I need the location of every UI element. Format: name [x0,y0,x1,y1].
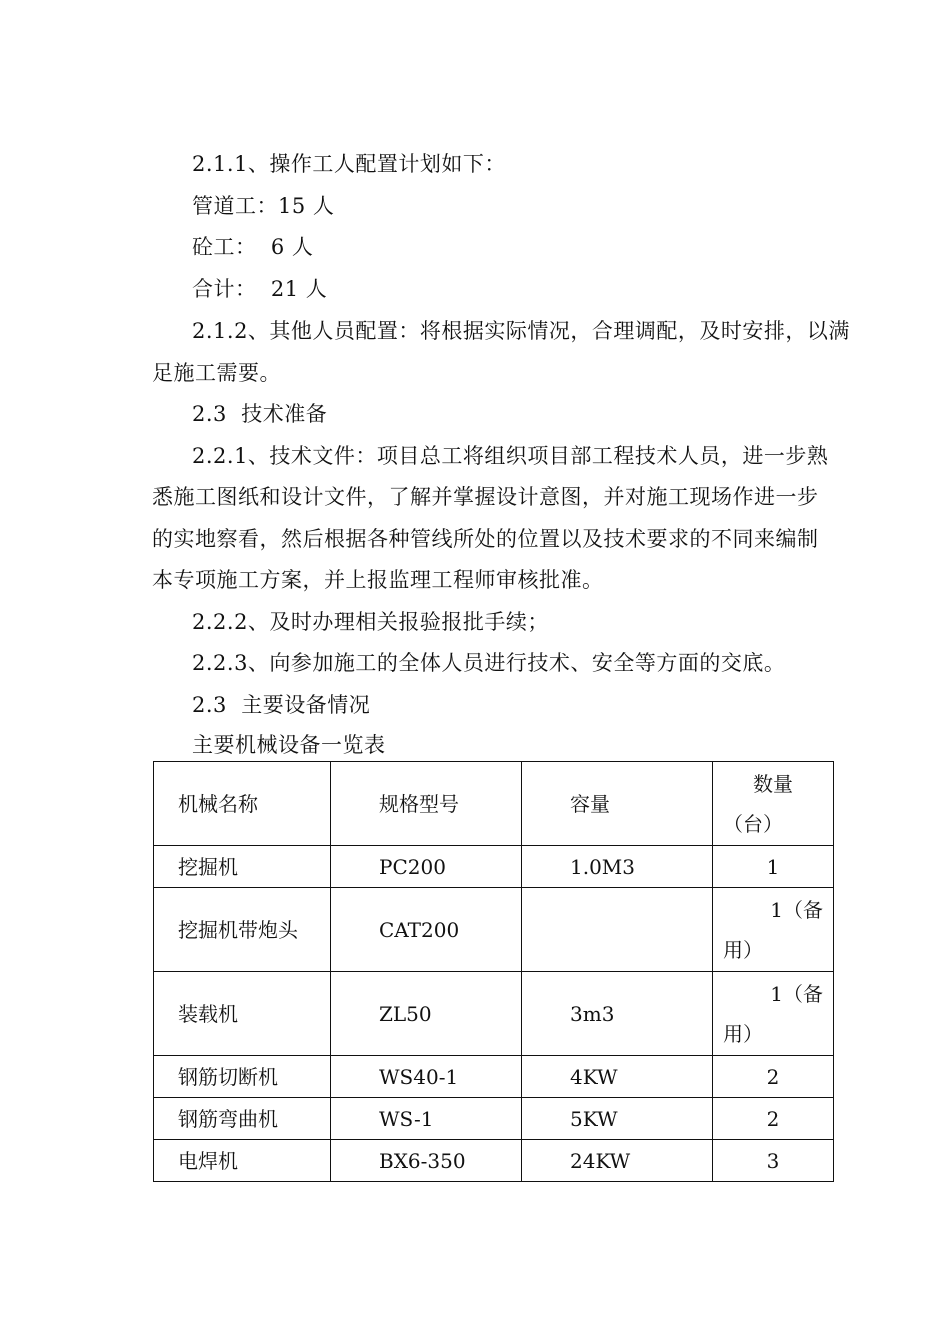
table-caption: 主要机械设备一览表 [192,733,386,757]
cell-qty-line1: 1（备 [770,897,823,922]
cell-model: WS-1 [331,1098,522,1140]
cell-capacity: 1.0M3 [522,846,713,888]
cell-capacity: 24KW [522,1140,713,1182]
table-row [154,1098,834,1140]
paragraph-total: 合计： 21 人 [192,277,328,301]
table-row [154,972,834,1056]
cell-capacity: 5KW [522,1098,713,1140]
cell-name: 装载机 [154,972,331,1056]
header-qty [713,762,834,846]
cell-name: 钢筋弯曲机 [154,1098,331,1140]
paragraph-2-2-1-line3: 的实地察看，然后根据各种管线所处的位置以及技术要求的不同来编制 [152,527,819,551]
heading-tech-prep: 2.3 技术准备 [192,402,328,426]
paragraph-2-1-1: 2.1.1、操作工人配置计划如下： [192,152,506,176]
cell-model: WS40-1 [331,1056,522,1098]
cell-name: 挖掘机带炮头 [154,888,331,972]
paragraph-2-1-2-line1: 2.1.2、其他人员配置：将根据实际情况，合理调配，及时安排，以满 [192,319,850,343]
cell-qty [713,888,834,972]
cell-qty [713,1098,834,1140]
cell-name: 钢筋切断机 [154,1056,331,1098]
header-qty-line1: 数量 [753,771,793,796]
table-row [154,1056,834,1098]
heading-equipment: 2.3 主要设备情况 [192,693,371,717]
paragraph-2-2-1-line1: 2.2.1、技术文件：项目总工将组织项目部工程技术人员，进一步熟 [192,444,829,468]
table-row [154,1140,834,1182]
header-qty-line2: （台） [723,811,783,836]
cell-qty-line2: 用） [723,1021,763,1046]
cell-qty-line1: 1 [766,854,780,879]
cell-model: CAT200 [331,888,522,972]
paragraph-pipe-workers: 管道工：15 人 [192,194,335,218]
cell-name: 电焊机 [154,1140,331,1182]
paragraph-2-1-2-line2: 足施工需要。 [152,361,281,385]
cell-capacity: 3m3 [522,972,713,1056]
cell-qty-line1: 2 [766,1106,780,1131]
header-capacity: 容量 [522,762,713,846]
cell-qty [713,1056,834,1098]
cell-model: BX6-350 [331,1140,522,1182]
cell-qty-line1: 2 [766,1064,780,1089]
cell-model: ZL50 [331,972,522,1056]
cell-qty-line1: 1（备 [770,981,823,1006]
cell-model: PC200 [331,846,522,888]
table-row [154,846,834,888]
equipment-table [153,761,834,1182]
cell-qty [713,846,834,888]
paragraph-2-2-3: 2.2.3、向参加施工的全体人员进行技术、安全等方面的交底。 [192,651,786,675]
paragraph-concrete-workers: 砼工： 6 人 [192,235,314,259]
table-row [154,888,834,972]
header-name: 机械名称 [154,762,331,846]
header-model: 规格型号 [331,762,522,846]
paragraph-2-2-1-line4: 本专项施工方案，并上报监理工程师审核批准。 [152,568,604,592]
cell-qty-line1: 3 [766,1148,780,1173]
cell-qty-line2: 用） [723,937,763,962]
cell-qty [713,1140,834,1182]
cell-capacity [522,888,713,972]
table-header-row [154,762,834,846]
paragraph-2-2-1-line2: 悉施工图纸和设计文件，了解并掌握设计意图，并对施工现场作进一步 [152,485,819,509]
paragraph-2-2-2: 2.2.2、及时办理相关报验报批手续； [192,610,549,634]
cell-capacity: 4KW [522,1056,713,1098]
cell-name: 挖掘机 [154,846,331,888]
cell-qty [713,972,834,1056]
